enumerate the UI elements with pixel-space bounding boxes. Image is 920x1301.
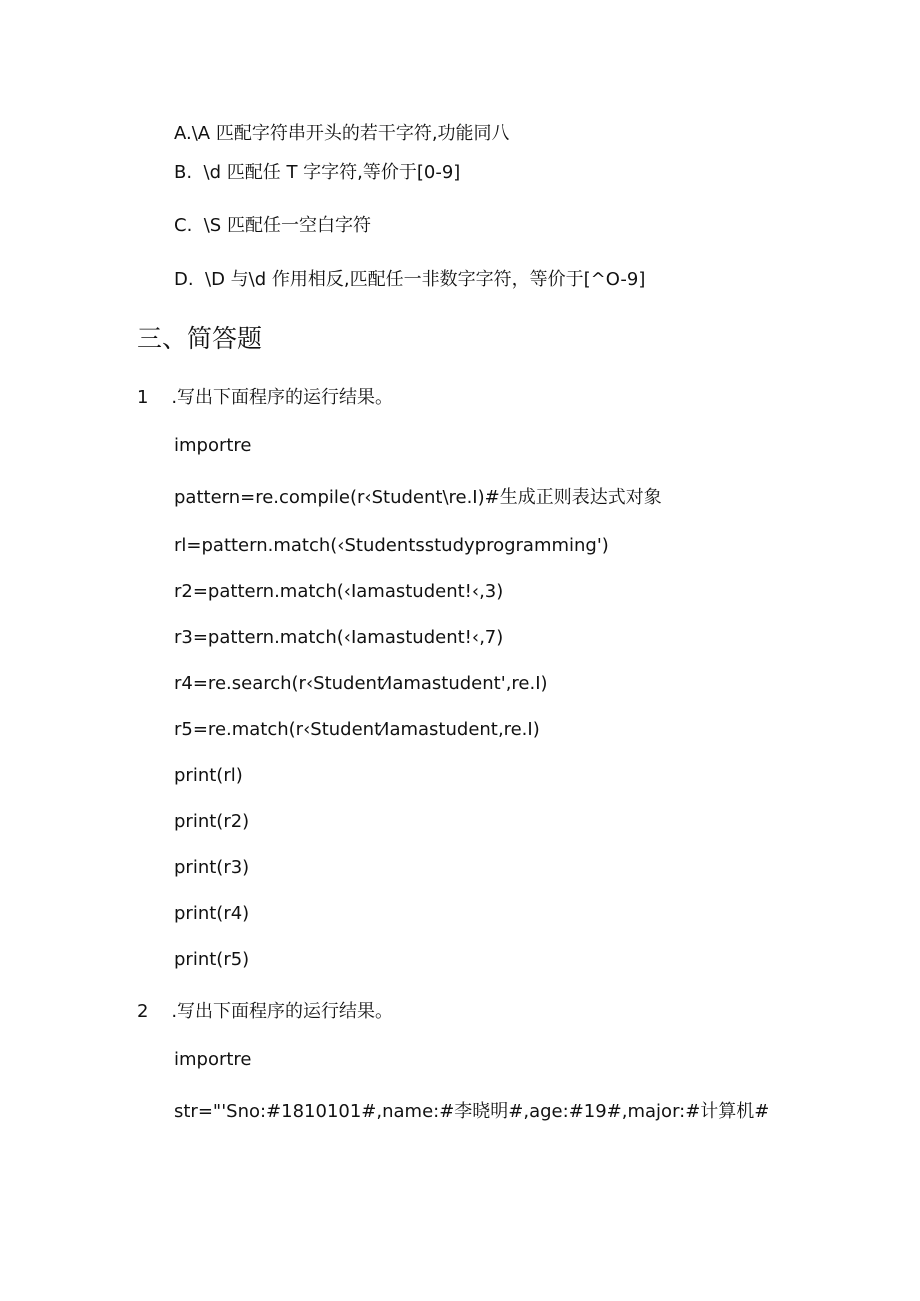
code-line: print(rl) — [174, 765, 243, 786]
code-line: r2=pattern.match(‹Iamastudent!‹,3) — [174, 581, 504, 602]
code-line: print(r5) — [174, 949, 250, 970]
option-d: D. \D 与\d 作用相反,匹配任一非数字字符，等价于[^O-9] — [174, 269, 646, 290]
code-line: r3=pattern.match(‹Iamastudent!‹‚7) — [174, 627, 504, 648]
section-heading: 三、简答题 — [137, 324, 263, 353]
code-line: rl=pattern.match(‹Studentsstudyprogramming') — [174, 535, 609, 556]
code-line: pattern=re.compile(r‹Student\re.I)#生成正则表达式对象 — [174, 487, 662, 508]
option-c: C. \S 匹配任一空白字符 — [174, 215, 371, 236]
code-line: importre — [174, 435, 252, 456]
question-1-title: 1 .写出下面程序的运行结果。 — [137, 387, 394, 408]
code-line: str="'Sno:#1810101#,name:#李晓明#,age:#19#,major:#计算机# — [174, 1101, 770, 1122]
question-2-title: 2 .写出下面程序的运行结果。 — [137, 1001, 394, 1022]
code-line: r5=re.match(r‹Student⁄Iamastudent‚re.I) — [174, 719, 540, 740]
option-b: B. \d 匹配任 T 字字符,等价于[0-9] — [174, 162, 461, 183]
code-line: r4=re.search(r‹Student⁄Iamastudent'‚re.I) — [174, 673, 548, 694]
code-line: print(r2) — [174, 811, 250, 832]
code-line: print(r4) — [174, 903, 250, 924]
code-line: print(r3) — [174, 857, 250, 878]
code-line: importre — [174, 1049, 252, 1070]
option-a: A.\A 匹配字符串开头的若干字符,功能同八 — [174, 123, 510, 144]
